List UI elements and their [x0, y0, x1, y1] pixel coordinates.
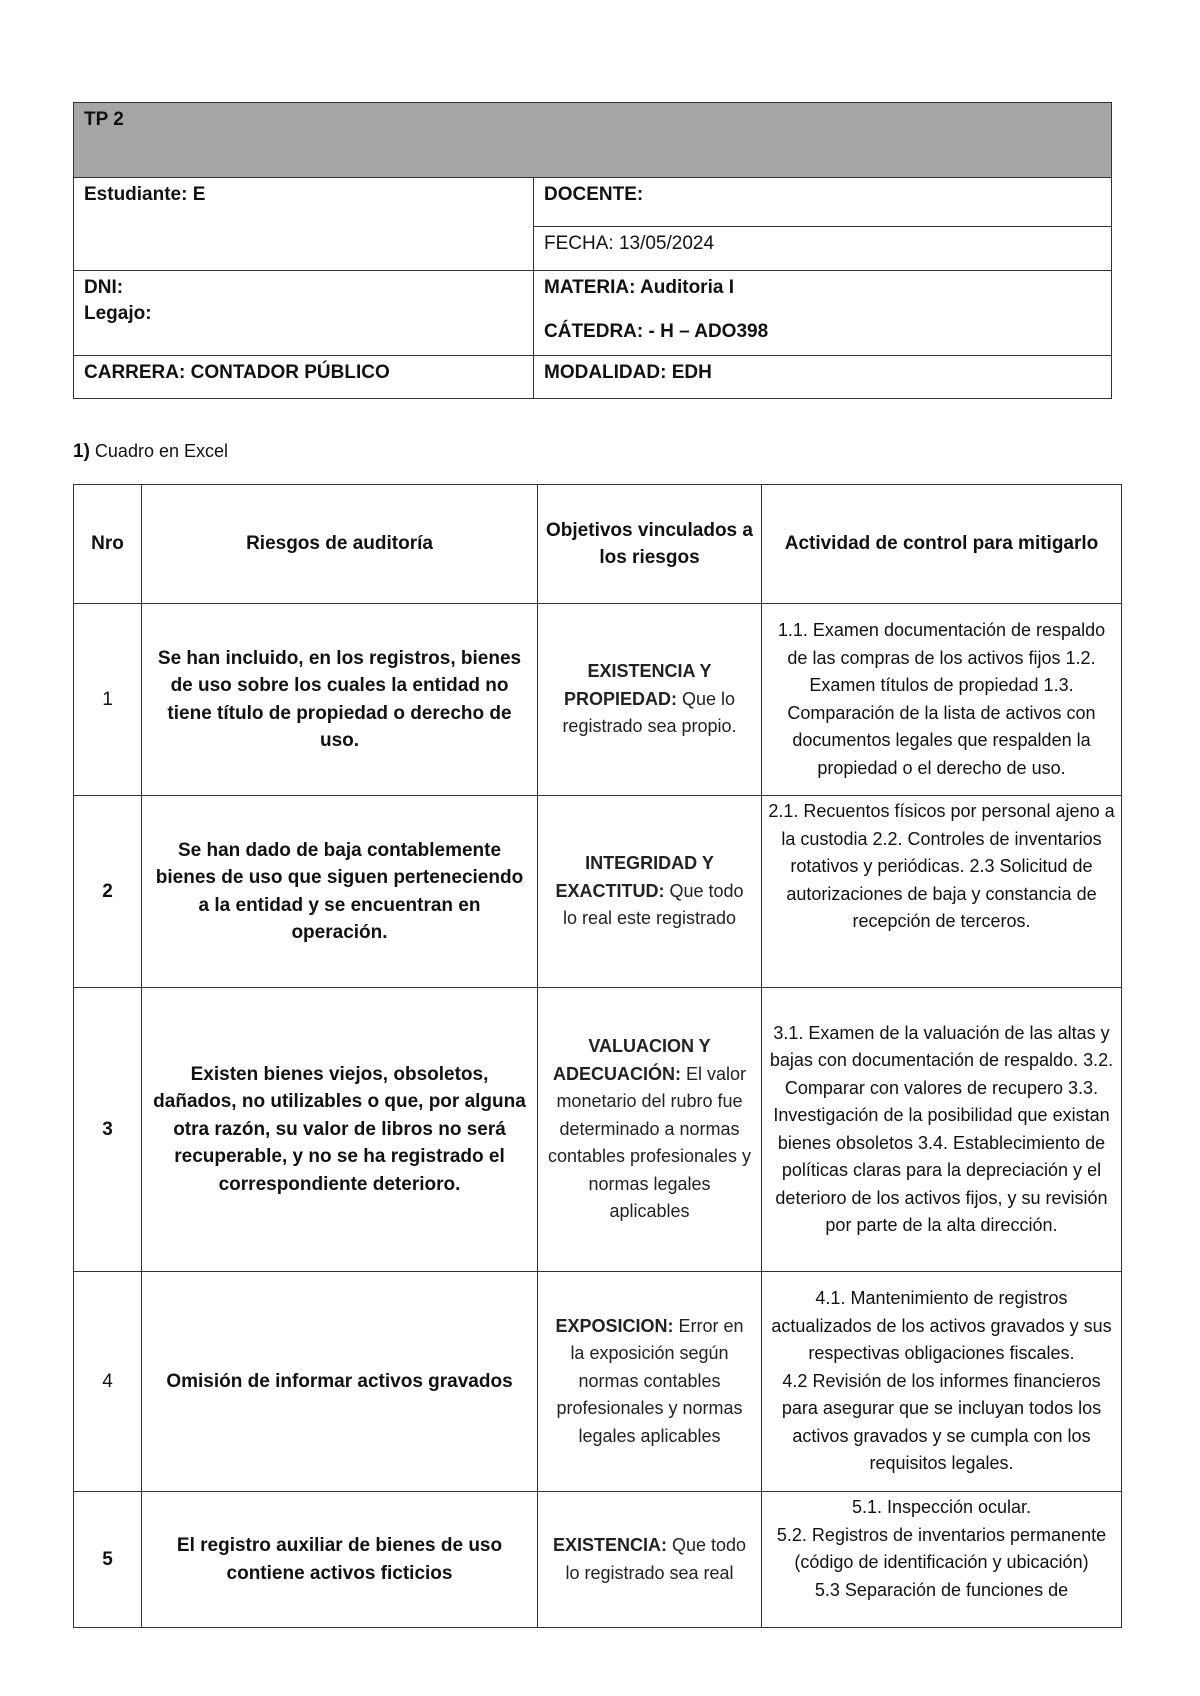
date-label: FECHA: 13/05/2024 [544, 232, 715, 254]
student-cell: Estudiante: E [74, 178, 534, 271]
document-title: TP 2 [74, 103, 1112, 178]
row-number: 1 [74, 604, 142, 796]
section-text: Cuadro en Excel [94, 441, 228, 461]
activity-cell [762, 1492, 1122, 1628]
objective-title: EXPOSICION: [555, 1315, 674, 1336]
risk-text: Se han dado de baja contablemente bienes de uso que siguen perteneciendo a la entidad y se encuentran en operación. [142, 796, 538, 988]
header-activity: Actividad de control para mitigarlo [762, 485, 1122, 604]
objective-text: Error en la exposición según normas contables profesionales y normas legales aplicables [556, 1315, 744, 1446]
audit-risk-table [73, 484, 1122, 1628]
section-number: 1) [73, 441, 90, 462]
header-table [73, 102, 1112, 399]
header-nro: Nro [74, 485, 142, 604]
table-row [74, 796, 1122, 988]
risk-text: Existen bienes viejos, obsoletos, dañados, no utilizables o que, por alguna otra razón, su valor de libros no será recuperable, y no se ha registrado el correspondiente deterioro. [142, 988, 538, 1272]
table-header-row [74, 485, 1122, 604]
header-objective: Objetivos vinculados a los riesgos [538, 485, 762, 604]
row-number: 4 [74, 1272, 142, 1492]
activity-line: 4.1. Mantenimiento de registros actualizados de los activos gravados y sus respectivas obligaciones fiscales. [771, 1288, 1112, 1364]
table-row [74, 1272, 1122, 1492]
date-cell [534, 226, 1112, 270]
activity-text: 3.1. Examen de la valuación de las altas y bajas con documentación de respaldo. 3.2. Comparar con valores de recupero 3.3. Investigación de la posibilidad que existan bienes obsoletos 3.4. Establecimiento de políticas claras para la depreciación y el deterioro de los activos fijos, y su revisión por parte de la alta dirección. [762, 988, 1122, 1272]
objective-title: INTEGRIDAD Y EXACTITUD: [555, 853, 714, 901]
dni-label: DNI: [84, 277, 124, 298]
row-number: 2 [74, 796, 142, 988]
objective-text: Que todo lo registrado sea real [565, 1535, 747, 1583]
table-row [74, 1492, 1122, 1628]
subject-cell [534, 271, 1112, 356]
chair-label: CÁTEDRA: - H – ADO398 [544, 321, 769, 342]
risk-text: El registro auxiliar de bienes de uso contiene activos ficticios [142, 1492, 538, 1628]
objective-text: El valor monetario del rubro fue determinado a normas contables profesionales y normas legales aplicables [547, 1063, 752, 1222]
section-intro [73, 441, 228, 463]
activity-cell [762, 1272, 1122, 1492]
objective-cell [538, 1492, 762, 1628]
activity-line: 5.3 Separación de funciones de [814, 1579, 1069, 1600]
career-cell: CARRERA: CONTADOR PÚBLICO [74, 356, 534, 399]
risk-text: Se han incluido, en los registros, bienes de uso sobre los cuales la entidad no tiene título de propiedad o derecho de uso. [142, 604, 538, 796]
table-row [74, 604, 1122, 796]
activity-text: 2.1. Recuentos físicos por personal ajeno a la custodia 2.2. Controles de inventarios rotativos y periódicas. 2.3 Solicitud de autorizaciones de baja y constancia de recepción de terceros. [762, 796, 1122, 988]
row-number: 5 [74, 1492, 142, 1628]
table-row [74, 988, 1122, 1272]
objective-cell [538, 1272, 762, 1492]
activity-line: 4.2 Revisión de los informes financieros para asegurar que se incluyan todos los activos gravados y se cumpla con los requisitos legales. [781, 1370, 1102, 1474]
dni-cell [74, 271, 534, 356]
subject-label: MATERIA: Auditoria I [544, 277, 734, 298]
activity-line: 5.2. Registros de inventarios permanente (código de identificación y ubicación) [776, 1524, 1107, 1572]
objective-text: Que lo registrado sea propio. [562, 688, 737, 737]
row-number: 3 [74, 988, 142, 1272]
modality-cell: MODALIDAD: EDH [534, 356, 1112, 399]
objective-text: Que todo lo real este registrado [562, 880, 744, 929]
teacher-cell: DOCENTE: [534, 178, 1112, 227]
activity-text: 1.1. Examen documentación de respaldo de las compras de los activos fijos 1.2. Examen títulos de propiedad 1.3. Comparación de la lista de activos con documentos legales que respalden la propiedad o el derecho de uso. [762, 604, 1122, 796]
activity-clip [768, 1494, 1115, 1624]
objective-cell [538, 604, 762, 796]
objective-title: EXISTENCIA: [552, 1535, 667, 1555]
activity-line: 5.1. Inspección ocular. [851, 1497, 1032, 1517]
objective-title: EXISTENCIA Y PROPIEDAD: [563, 661, 712, 709]
objective-title: VALUACION Y ADECUACIÓN: [552, 1036, 711, 1084]
objective-cell [538, 796, 762, 988]
legajo-label: Legajo: [84, 303, 152, 324]
risk-text: Omisión de informar activos gravados [142, 1272, 538, 1492]
objective-cell [538, 988, 762, 1272]
header-risk: Riesgos de auditoría [142, 485, 538, 604]
